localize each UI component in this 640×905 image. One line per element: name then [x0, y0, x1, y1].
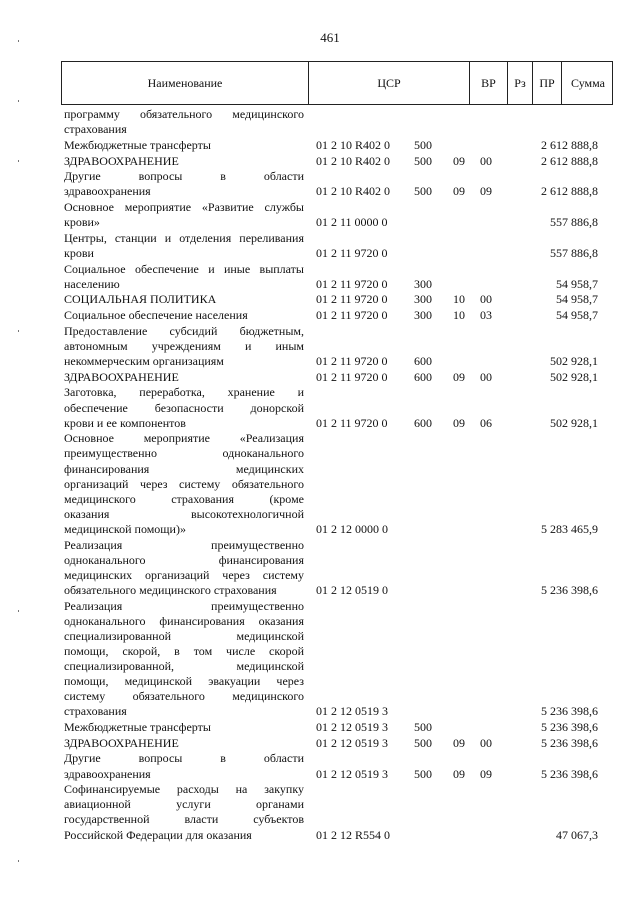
row-name-line: медицинской помощи)»: [64, 521, 186, 536]
row-name-line: автономным учреждениям и иным: [64, 338, 304, 353]
row-csr: 01 2 10 R402 0: [316, 137, 391, 152]
row-name-line: медицинского страхования (кроме: [64, 491, 304, 506]
row-name-line: специализированной, медицинской: [64, 659, 304, 673]
row-name-line: государственной власти субъектов: [64, 812, 304, 827]
row-sum: 5 236 398,6: [541, 582, 598, 597]
row-name-line: ЗДРАВООХРАНЕНИЕ: [64, 369, 179, 384]
row-csr: 01 2 12 0519 3: [316, 704, 388, 719]
row-rz: 09: [453, 735, 465, 750]
row-pr: 00: [480, 369, 492, 384]
row-name-line: Центры, станции и отделения переливания: [64, 230, 304, 245]
row-pr: 09: [480, 184, 492, 199]
row-sum: 2 612 888,8: [541, 153, 598, 168]
row-name-line: страхования: [64, 704, 127, 719]
row-rz: 09: [453, 184, 465, 199]
row-csr: 01 2 11 9720 0: [316, 308, 388, 323]
row-sum: 5 283 465,9: [541, 521, 598, 536]
row-pr: 00: [480, 292, 492, 307]
row-vr: 300: [414, 292, 432, 307]
row-name-line: помощи, медицинской эвакуации через: [64, 674, 304, 689]
row-csr: 01 2 11 9720 0: [316, 276, 388, 291]
row-name-line: систему обязательного медицинского: [64, 689, 304, 704]
row-vr: 600: [414, 415, 432, 430]
row-csr: 01 2 12 0519 3: [316, 720, 388, 734]
row-vr: 600: [414, 354, 432, 368]
row-name-line: одноканального финансирования оказания: [64, 613, 304, 628]
header-name: Наименование: [147, 76, 223, 90]
row-name-line: крови и ее компонентов: [64, 415, 186, 430]
row-vr: 500: [414, 153, 432, 168]
row-name-line: здравоохранения: [64, 184, 151, 199]
row-name-line: медицинских организаций через систему: [64, 567, 304, 582]
row-sum: 2 612 888,8: [541, 184, 598, 199]
row-sum: 54 958,7: [556, 308, 598, 323]
row-name-line: здравоохранения: [64, 766, 151, 781]
row-vr: 500: [414, 735, 432, 750]
row-csr: 01 2 11 9720 0: [316, 369, 388, 384]
row-csr: 01 2 11 9720 0: [316, 292, 388, 307]
row-name-line: Межбюджетные трансферты: [64, 720, 211, 734]
row-rz: 10: [453, 292, 465, 307]
row-name-line: Основное мероприятие «Развитие службы: [64, 200, 304, 214]
row-sum: 5 236 398,6: [541, 735, 598, 750]
row-name-line: крови: [64, 245, 94, 260]
row-vr: 500: [414, 766, 432, 781]
row-sum: 54 958,7: [556, 292, 598, 307]
row-rz: 10: [453, 308, 465, 323]
header-csr: ЦСР: [377, 76, 401, 90]
row-csr: 01 2 10 R402 0: [316, 184, 391, 199]
row-sum: 5 236 398,6: [541, 766, 598, 781]
row-sum: 557 886,8: [550, 245, 598, 260]
row-vr: 500: [414, 184, 432, 199]
row-pr: 00: [480, 153, 492, 168]
row-sum: 502 928,1: [550, 354, 598, 368]
row-rz: 09: [453, 766, 465, 781]
row-csr: 01 2 12 0519 3: [316, 735, 388, 750]
row-name-line: СОЦИАЛЬНАЯ ПОЛИТИКА: [64, 292, 217, 307]
row-name-line: финансирования медицинских: [64, 461, 304, 476]
row-csr: 01 2 12 R554 0: [316, 827, 391, 842]
row-csr: 01 2 12 0000 0: [316, 521, 388, 536]
row-name-line: Реализация преимущественно: [64, 598, 304, 613]
row-name-line: населению: [64, 276, 120, 291]
row-name-line: обязательного медицинского страхования: [64, 582, 277, 597]
row-name-line: Российской Федерации для оказания: [64, 827, 252, 842]
row-csr: 01 2 12 0519 3: [316, 766, 388, 781]
row-name-line: преимущественно одноканального: [64, 446, 304, 461]
row-vr: 600: [414, 369, 432, 384]
row-csr: 01 2 11 0000 0: [316, 215, 388, 230]
row-name-line: Софинансируемые расходы на закупку: [64, 782, 304, 797]
row-rz: 09: [453, 415, 465, 430]
row-sum: 502 928,1: [550, 369, 598, 384]
row-name-line: ЗДРАВООХРАНЕНИЕ: [64, 153, 179, 168]
header-pr: ПР: [539, 76, 555, 90]
header-sum: Сумма: [571, 76, 605, 90]
row-sum: 5 236 398,6: [541, 720, 598, 734]
row-name-line: некоммерческим организациям: [64, 354, 224, 368]
row-csr: 01 2 10 R402 0: [316, 153, 391, 168]
row-name-line: Предоставление субсидий бюджетным,: [64, 323, 304, 338]
row-vr: 500: [414, 720, 432, 734]
row-pr: 09: [480, 766, 492, 781]
row-vr: 300: [414, 308, 432, 323]
row-name-line: Межбюджетные трансферты: [64, 137, 211, 152]
row-sum: 54 958,7: [556, 276, 598, 291]
page-number: 461: [320, 30, 340, 45]
row-name-line: программу обязательного медицинского: [64, 107, 304, 121]
row-name-line: организаций через систему обязательного: [64, 476, 304, 491]
row-name-line: Социальное обеспечение населения: [64, 308, 248, 323]
header-vr: ВР: [481, 76, 496, 90]
row-vr: 300: [414, 276, 432, 291]
row-name-line: Реализация преимущественно: [64, 537, 304, 552]
row-name-line: оказания высокотехнологичной: [64, 506, 304, 521]
table-header: [61, 61, 613, 105]
row-sum: 502 928,1: [550, 415, 598, 430]
row-name-line: ЗДРАВООХРАНЕНИЕ: [64, 735, 179, 750]
row-sum: 557 886,8: [550, 215, 598, 230]
row-name-line: Основное мероприятие «Реализация: [64, 431, 304, 446]
row-sum: 2 612 888,8: [541, 137, 598, 152]
row-csr: 01 2 12 0519 0: [316, 582, 388, 597]
row-csr: 01 2 11 9720 0: [316, 415, 388, 430]
row-vr: 500: [414, 137, 432, 152]
row-csr: 01 2 11 9720 0: [316, 354, 388, 368]
header-rz: Рз: [514, 76, 526, 90]
row-pr: 00: [480, 735, 492, 750]
row-name-line: Другие вопросы в области: [64, 751, 304, 766]
row-csr: 01 2 11 9720 0: [316, 245, 388, 260]
row-rz: 09: [453, 153, 465, 168]
row-name-line: Социальное обеспечение и иные выплаты: [64, 261, 304, 276]
row-name-line: одноканального финансирования: [64, 552, 304, 567]
row-pr: 03: [480, 308, 492, 323]
row-name-line: специализированной медицинской: [64, 628, 304, 643]
row-sum: 5 236 398,6: [541, 704, 598, 719]
row-name-line: обеспечение безопасности донорской: [64, 400, 304, 415]
row-name-line: Другие вопросы в области: [64, 169, 304, 184]
row-name-line: крови»: [64, 215, 100, 230]
row-name-line: Заготовка, переработка, хранение и: [64, 385, 304, 400]
row-rz: 09: [453, 369, 465, 384]
row-name-line: авиационной услуги органами: [64, 797, 304, 812]
row-name-line: помощи, скорой, в том числе скорой: [64, 643, 304, 658]
row-pr: 06: [480, 415, 492, 430]
row-name-line: страхования: [64, 122, 127, 137]
row-sum: 47 067,3: [556, 827, 598, 842]
